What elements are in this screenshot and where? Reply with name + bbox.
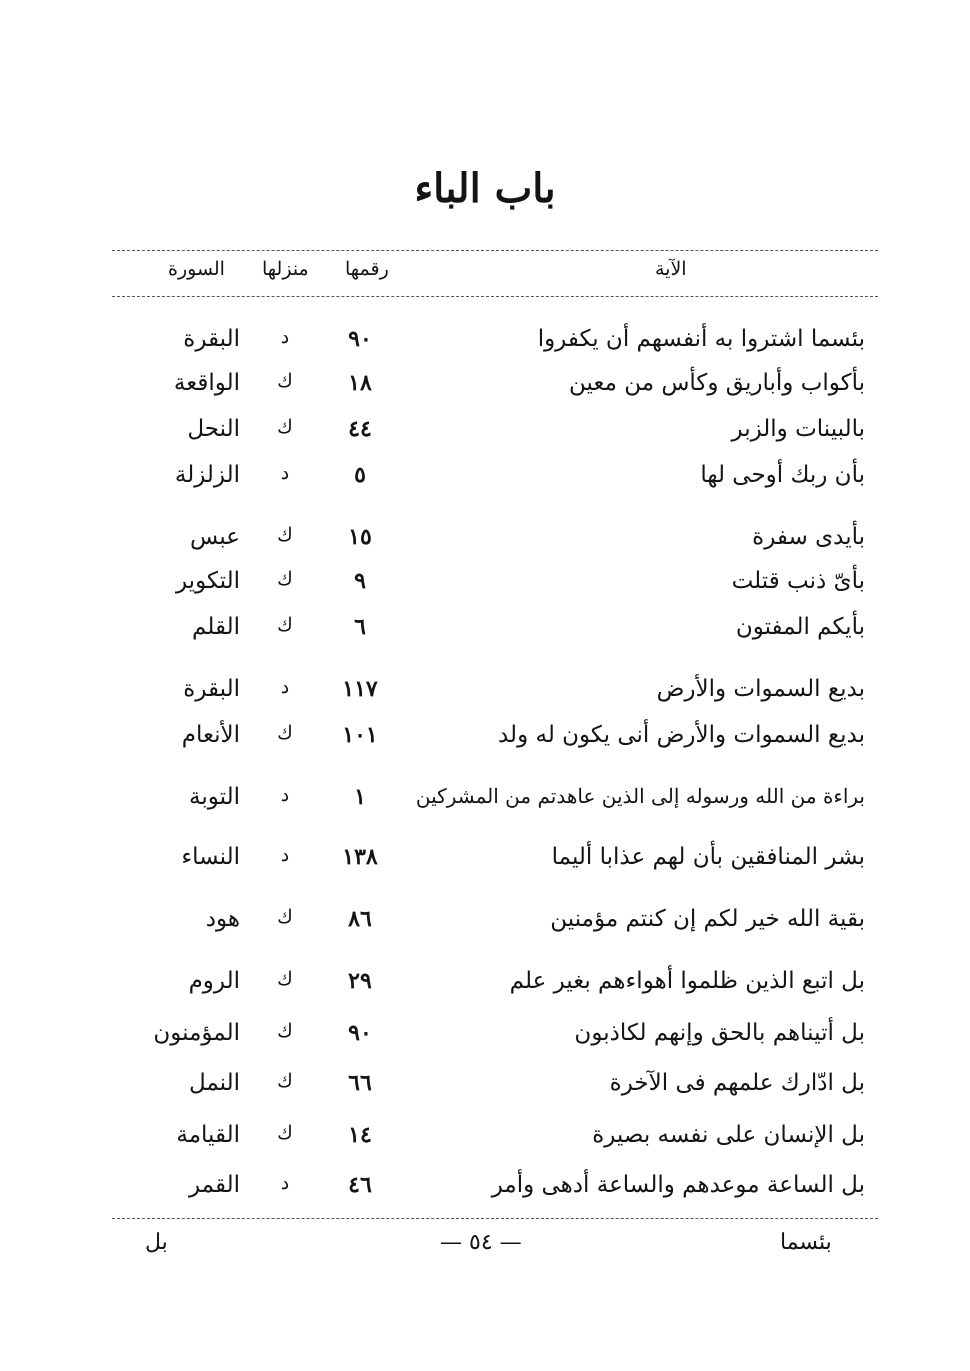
revelation-place: د: [280, 676, 290, 698]
revelation-place: ك: [277, 524, 293, 546]
ayah-text: بل ادّارك علمهم فى الآخرة: [609, 1070, 865, 1096]
surah-name: القلم: [192, 614, 240, 640]
column-header-ayah: الآية: [655, 258, 687, 280]
ayah-text: بل الساعة موعدهم والساعة أدهى وأمر: [491, 1172, 865, 1198]
ayah-text: براءة من الله ورسوله إلى الذين عاهدتم من المشركين: [415, 784, 865, 808]
footer-first-word: بئسما: [780, 1230, 832, 1255]
revelation-place: ك: [277, 906, 293, 928]
ayah-text: بديع السموات والأرض أنى يكون له ولد: [497, 722, 865, 748]
ayah-number: ٩٠: [348, 1020, 372, 1046]
table-row: [0, 608, 970, 654]
table-row: [0, 364, 970, 410]
surah-name: الأنعام: [181, 722, 240, 748]
surah-name: التوبة: [189, 784, 240, 810]
table-row: [0, 778, 970, 824]
column-header-place: منزلها: [262, 258, 309, 280]
ayah-number: ٨٦: [348, 906, 372, 932]
surah-name: النمل: [188, 1070, 240, 1096]
table-row: [0, 716, 970, 762]
header-bottom-rule: [112, 296, 878, 297]
ayah-text: بقية الله خير لكم إن كنتم مؤمنين: [550, 906, 865, 932]
table-row: [0, 900, 970, 946]
table-row: [0, 670, 970, 716]
table-row: [0, 838, 970, 884]
ayah-number: ١١٧: [342, 676, 378, 702]
surah-name: النحل: [187, 416, 240, 442]
revelation-place: ك: [277, 1070, 293, 1092]
surah-name: البقرة: [183, 326, 240, 352]
revelation-place: د: [280, 844, 290, 866]
revelation-place: ك: [277, 1020, 293, 1042]
revelation-place: د: [280, 462, 290, 484]
surah-name: التكوير: [175, 568, 240, 594]
table-row: [0, 562, 970, 608]
ayah-number: ١: [354, 784, 366, 810]
revelation-place: ك: [277, 1122, 293, 1144]
revelation-place: د: [280, 326, 290, 348]
surah-name: المؤمنون: [153, 1020, 240, 1046]
surah-name: الزلزلة: [174, 462, 240, 488]
surah-name: عبس: [190, 524, 240, 550]
header-top-rule: [112, 250, 878, 251]
ayah-text: بالبينات والزبر: [731, 416, 865, 442]
ayah-number: ٦: [354, 614, 366, 640]
ayah-number: ٤٦: [348, 1172, 372, 1198]
column-header-number: رقمها: [345, 258, 389, 280]
revelation-place: ك: [277, 968, 293, 990]
table-row: [0, 320, 970, 366]
ayah-text: بأن ربك أوحى لها: [700, 462, 865, 488]
ayah-text: بل أتيناهم بالحق وإنهم لكاذبون: [574, 1020, 865, 1046]
ayah-text: بأكواب وأباريق وكأس من معين: [569, 370, 865, 396]
ayah-number: ٩٠: [348, 326, 372, 352]
table-row: [0, 1014, 970, 1060]
ayah-number: ٩: [354, 568, 366, 594]
ayah-number: ٥: [354, 462, 366, 488]
ayah-number: ١٠١: [342, 722, 378, 748]
revelation-place: ك: [277, 416, 293, 438]
page-number: — ٥٤ —: [440, 1230, 522, 1255]
revelation-place: د: [280, 1172, 290, 1194]
table-row: [0, 456, 970, 502]
ayah-number: ١٥: [348, 524, 372, 550]
ayah-text: بأىّ ذنب قتلت: [731, 568, 865, 594]
ayah-number: ٦٦: [348, 1070, 372, 1096]
column-header-surah: السورة: [168, 258, 225, 280]
table-row: [0, 410, 970, 456]
page-title: باب الباء: [414, 165, 556, 212]
footer-rule: [112, 1218, 878, 1219]
table-row: [0, 1166, 970, 1212]
revelation-place: ك: [277, 370, 293, 392]
table-row: [0, 518, 970, 564]
ayah-text: بل الإنسان على نفسه بصيرة: [592, 1122, 865, 1148]
ayah-text: بأيدى سفرة: [752, 524, 865, 550]
surah-name: النساء: [181, 844, 240, 870]
table-row: [0, 962, 970, 1008]
ayah-number: ٢٩: [348, 968, 372, 994]
ayah-number: ١٣٨: [342, 844, 378, 870]
surah-name: البقرة: [183, 676, 240, 702]
ayah-text: بشر المنافقين بأن لهم عذابا أليما: [551, 844, 865, 870]
ayah-text: بأيكم المفتون: [735, 614, 865, 640]
ayah-number: ١٨: [348, 370, 372, 396]
surah-name: القمر: [188, 1172, 240, 1198]
footer-last-word: بل: [145, 1230, 168, 1255]
surah-name: الواقعة: [173, 370, 240, 396]
surah-name: القيامة: [176, 1122, 240, 1148]
ayah-text: بديع السموات والأرض: [656, 676, 865, 702]
ayah-number: ١٤: [348, 1122, 372, 1148]
ayah-text: بئسما اشتروا به أنفسهم أن يكفروا: [537, 326, 865, 352]
surah-name: هود: [205, 906, 240, 932]
surah-name: الروم: [188, 968, 240, 994]
table-row: [0, 1064, 970, 1110]
ayah-number: ٤٤: [348, 416, 372, 442]
revelation-place: ك: [277, 722, 293, 744]
table-row: [0, 1116, 970, 1162]
ayah-text: بل اتبع الذين ظلموا أهواءهم بغير علم: [509, 968, 865, 994]
revelation-place: ك: [277, 568, 293, 590]
revelation-place: ك: [277, 614, 293, 636]
revelation-place: د: [280, 784, 290, 806]
